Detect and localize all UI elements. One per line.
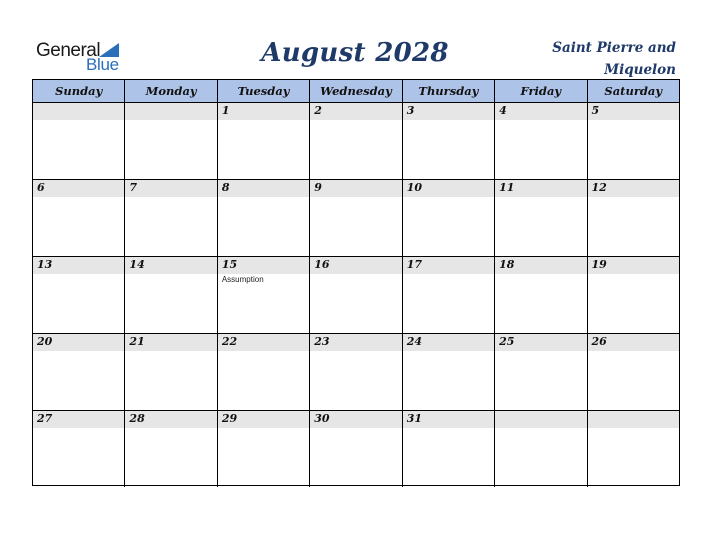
day-cell <box>218 334 310 410</box>
day-cell <box>218 411 310 487</box>
day-cell <box>403 257 495 333</box>
day-cell <box>495 257 587 333</box>
day-number: 24 <box>406 335 422 348</box>
day-cell <box>310 180 402 256</box>
day-cell <box>310 411 402 487</box>
day-cell <box>125 411 217 487</box>
day-number: 18 <box>499 258 515 271</box>
day-cell <box>310 334 402 410</box>
day-number-band <box>403 103 494 120</box>
day-cell <box>495 103 587 179</box>
day-number-band <box>588 411 679 428</box>
week-row <box>33 257 679 334</box>
weekday-header: Tuesday <box>218 80 310 102</box>
day-number: 9 <box>314 181 322 194</box>
day-number: 7 <box>129 181 138 194</box>
day-cell <box>310 103 402 179</box>
day-number: 22 <box>221 335 238 348</box>
weekday-header: Thursday <box>403 80 495 102</box>
calendar-grid <box>32 79 680 486</box>
day-cell <box>403 411 495 487</box>
day-cell <box>588 257 679 333</box>
day-number: 3 <box>406 104 415 117</box>
weekday-header: Friday <box>495 80 587 102</box>
day-cell <box>218 257 310 333</box>
day-number: 10 <box>406 181 422 194</box>
day-cell <box>125 257 217 333</box>
day-number: 25 <box>499 335 515 348</box>
day-number: 21 <box>129 335 145 348</box>
day-number-band <box>125 180 216 197</box>
day-number: 1 <box>221 104 230 117</box>
day-number: 8 <box>221 181 230 194</box>
day-cell <box>495 180 587 256</box>
day-number-band <box>33 180 124 197</box>
day-cell <box>310 257 402 333</box>
day-number: 19 <box>591 258 607 271</box>
day-cell <box>218 180 310 256</box>
region-name: Saint Pierre and Miquelon <box>552 40 676 78</box>
day-cell <box>33 257 125 333</box>
day-number-band <box>310 103 401 120</box>
week-row <box>33 334 679 411</box>
day-number: 6 <box>37 181 45 194</box>
day-cell <box>33 411 125 487</box>
weekday-header-row <box>33 80 679 103</box>
day-cell <box>125 334 217 410</box>
week-row <box>33 180 679 257</box>
day-cell <box>588 180 679 256</box>
day-number: 5 <box>591 104 600 117</box>
day-number: 26 <box>591 335 607 348</box>
day-number: 11 <box>499 181 515 194</box>
weekday-header: Saturday <box>604 84 663 98</box>
day-number: 14 <box>129 258 145 271</box>
day-number-band <box>125 103 216 120</box>
day-number-band <box>495 103 586 120</box>
day-cell <box>125 180 217 256</box>
day-cell <box>403 334 495 410</box>
day-cell <box>588 103 679 179</box>
day-cell <box>495 411 587 487</box>
day-number: 29 <box>221 412 238 425</box>
day-number: 16 <box>314 258 330 271</box>
day-number: 4 <box>499 104 507 117</box>
week-row <box>33 103 679 180</box>
day-cell <box>403 103 495 179</box>
day-number: 31 <box>406 412 422 425</box>
weekday-header: Wednesday <box>310 80 402 102</box>
generalblue-logo <box>36 40 136 74</box>
day-number-band <box>495 411 586 428</box>
week-row <box>33 411 679 487</box>
day-number: 2 <box>314 104 322 117</box>
day-cell <box>403 180 495 256</box>
day-cell <box>33 103 125 179</box>
day-number: 17 <box>406 258 422 271</box>
day-number: 28 <box>129 412 145 425</box>
day-cell <box>495 334 587 410</box>
day-cell <box>218 103 310 179</box>
weekday-header: Monday <box>125 80 217 102</box>
day-number-band <box>218 103 309 120</box>
day-number-band <box>588 103 679 120</box>
day-cell <box>588 411 679 487</box>
day-cell <box>125 103 217 179</box>
day-number-band <box>218 180 309 197</box>
day-number-band <box>33 103 124 120</box>
day-number-band <box>310 180 401 197</box>
logo-word-blue: Blue <box>86 55 119 74</box>
day-cell <box>33 334 125 410</box>
day-number: 23 <box>314 335 330 348</box>
day-number: 15 <box>221 258 238 271</box>
weekday-header: Sunday <box>33 80 125 102</box>
day-number: 20 <box>37 335 53 348</box>
day-cell <box>588 334 679 410</box>
day-number: 30 <box>314 412 330 425</box>
calendar-title: August 2028 <box>261 38 449 68</box>
day-number: 12 <box>591 181 607 194</box>
logo-word-general: General <box>36 40 101 61</box>
holiday-label: Assumption <box>221 275 264 284</box>
day-number: 13 <box>37 258 53 271</box>
day-cell <box>33 180 125 256</box>
day-number: 27 <box>37 412 53 425</box>
